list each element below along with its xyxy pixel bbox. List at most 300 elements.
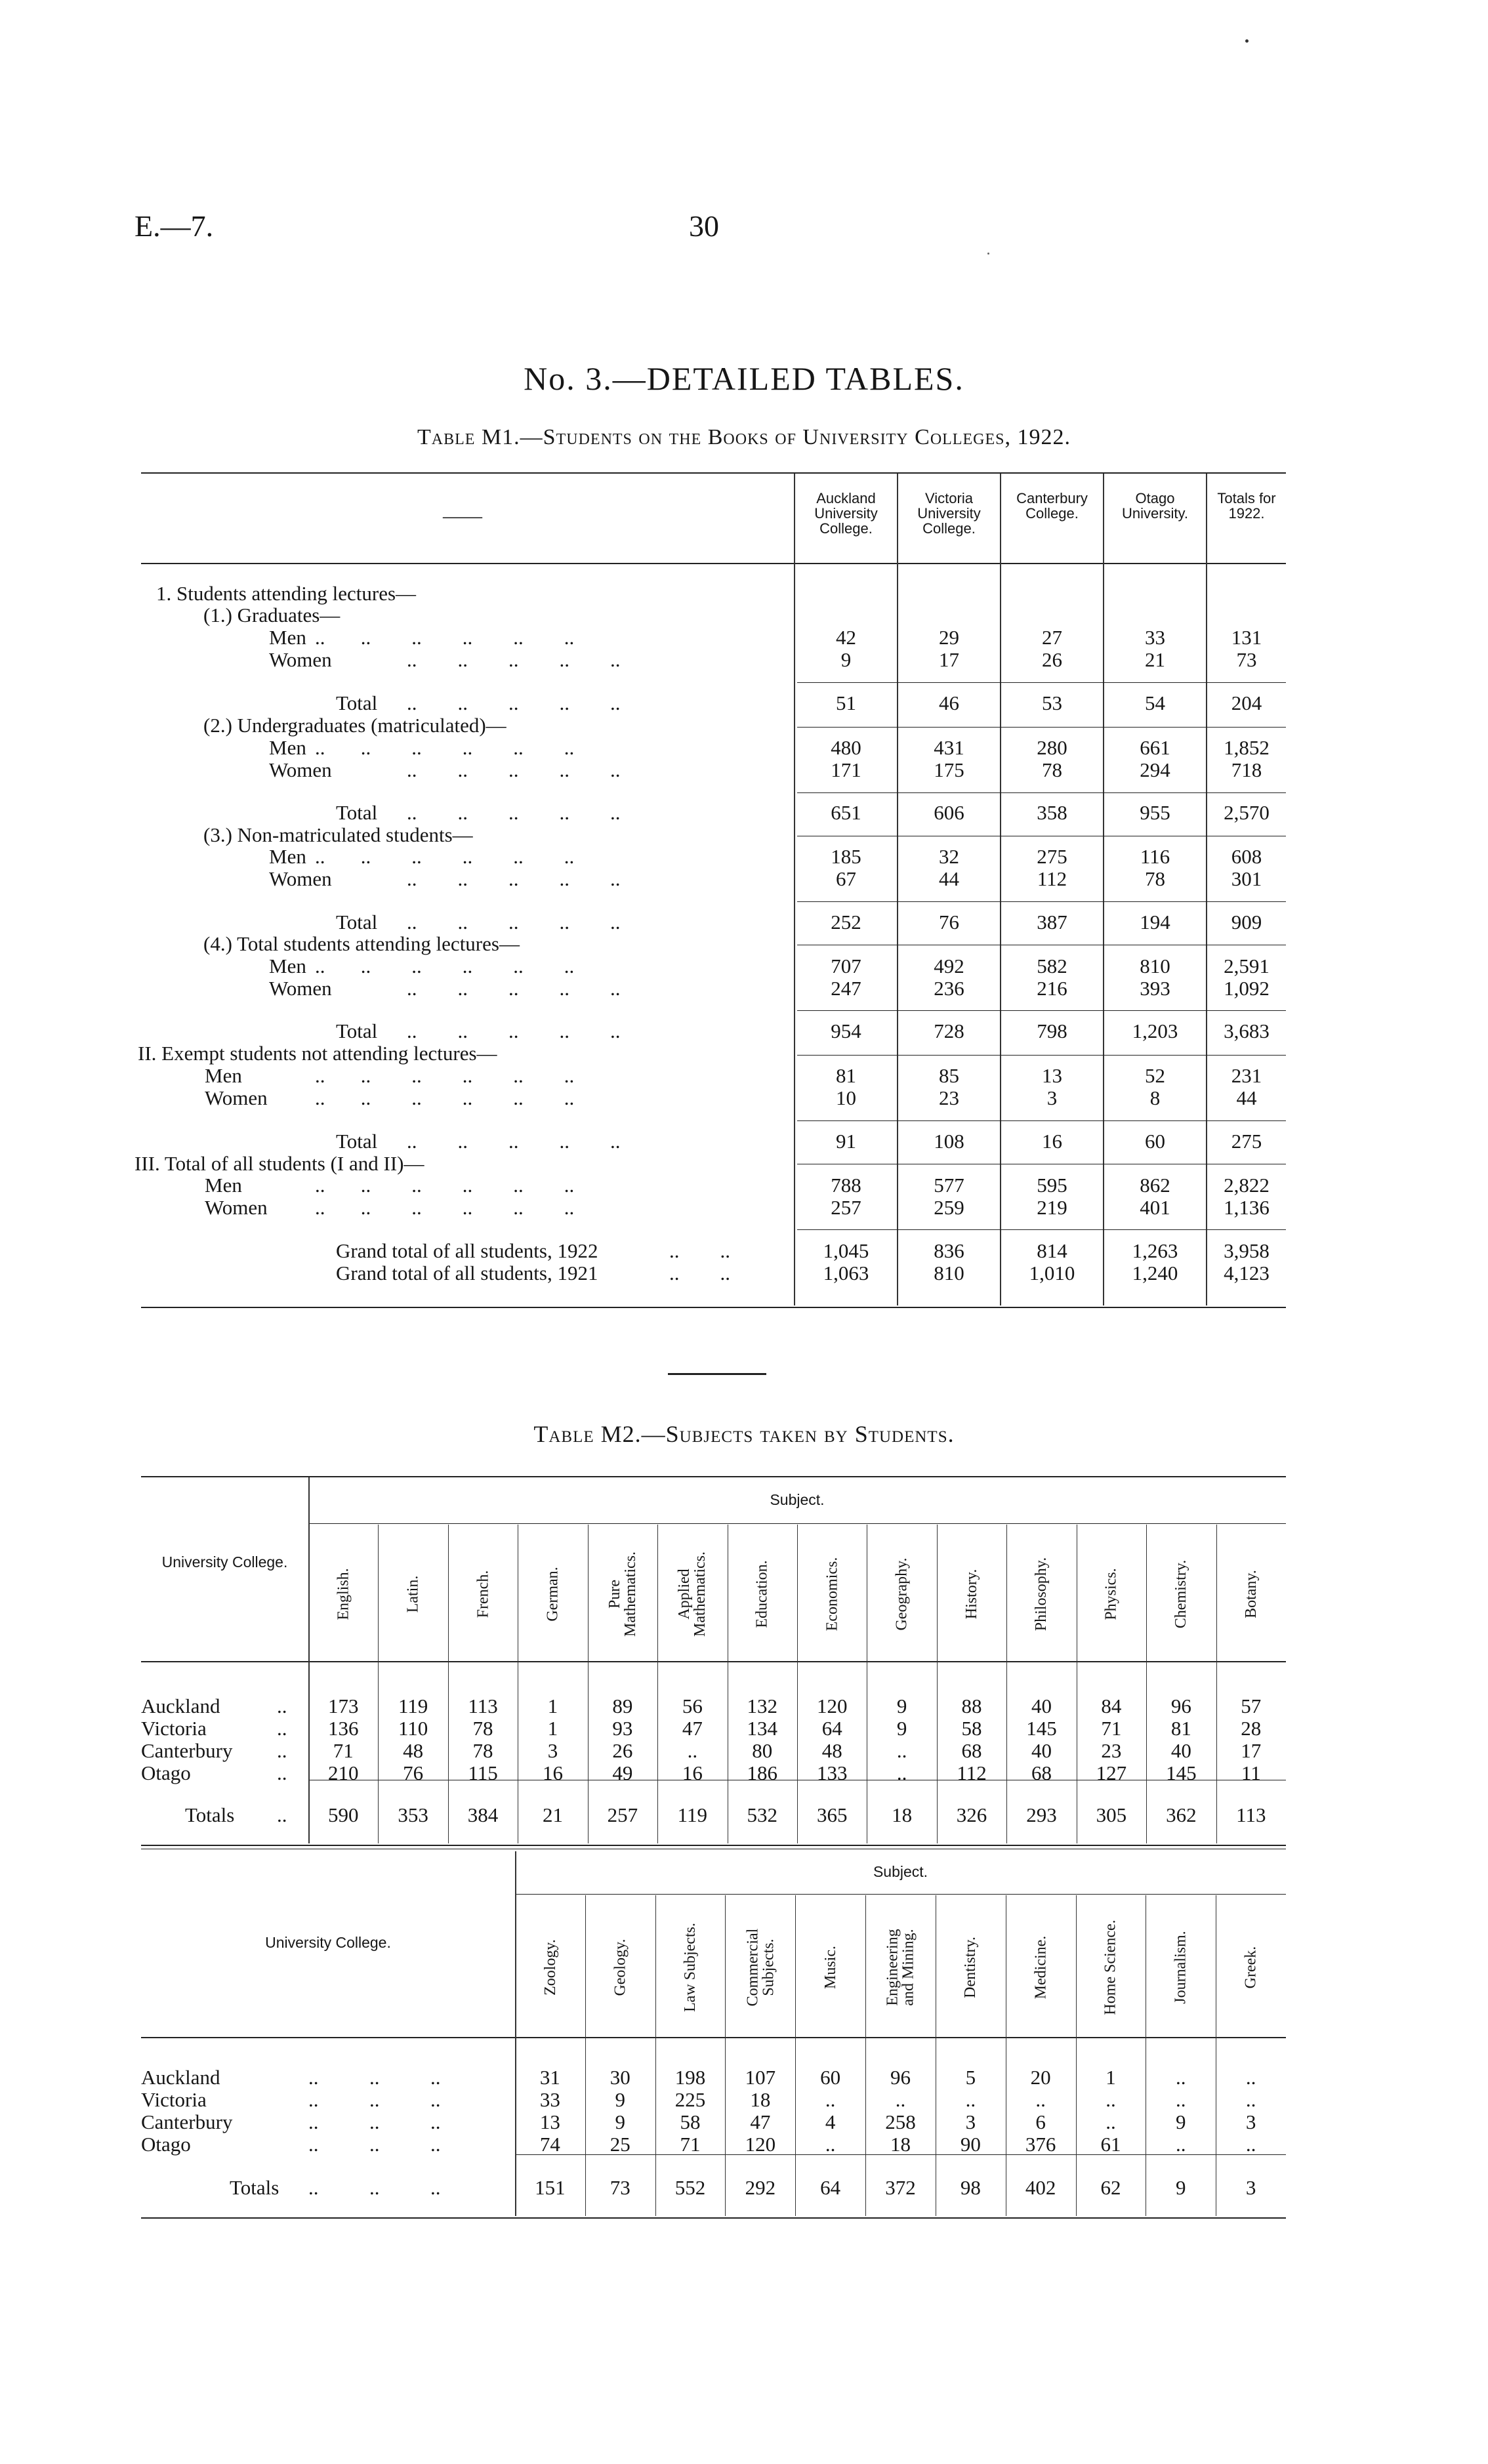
row-label-men: Men bbox=[205, 1174, 242, 1197]
cell-canterbury: 387 bbox=[1037, 911, 1067, 934]
section-label: (4.) Total students attending lectures— bbox=[203, 932, 520, 955]
table-m2-head-rule bbox=[141, 1661, 1286, 1662]
university-college-head: University College. bbox=[265, 1934, 391, 1951]
row-label-total: Total bbox=[336, 691, 378, 714]
table-cell: 96 bbox=[1170, 1694, 1191, 1717]
table-cell: 186 bbox=[747, 1761, 778, 1784]
cell-canterbury: 280 bbox=[1037, 736, 1067, 759]
table-cell: 47 bbox=[682, 1717, 703, 1740]
table-cell: .. bbox=[1245, 2133, 1256, 2156]
cell-victoria: 492 bbox=[934, 955, 964, 977]
table-cell: 133 bbox=[816, 1761, 848, 1784]
table-cell: 1 bbox=[547, 1717, 558, 1740]
table-cell: 31 bbox=[539, 2066, 560, 2089]
row-label-women: Women bbox=[269, 977, 332, 1000]
leader-dots: .. .. .. .. .. bbox=[407, 758, 621, 781]
subject-label: French. bbox=[474, 1570, 492, 1618]
table-cell: 49 bbox=[612, 1761, 633, 1784]
table-m2-title: Table M2.—Subjects taken by Students. bbox=[533, 1421, 955, 1447]
total-rule bbox=[797, 1055, 1286, 1056]
col-head-auckland: Auckland University College. bbox=[814, 490, 878, 537]
cell-auckland: 257 bbox=[831, 1196, 861, 1219]
table-cell: 17 bbox=[1241, 1739, 1262, 1762]
total-cell: 119 bbox=[677, 1803, 708, 1826]
table-cell: 48 bbox=[821, 1739, 842, 1762]
row-label-totals: Totals bbox=[185, 1803, 235, 1826]
table-cell: 110 bbox=[398, 1717, 428, 1740]
total-cell: 532 bbox=[747, 1803, 778, 1826]
cell-auckland: 788 bbox=[831, 1174, 861, 1197]
cell-victoria: 32 bbox=[939, 845, 959, 868]
table-cell: 84 bbox=[1101, 1694, 1122, 1717]
table-cell: 9 bbox=[615, 2088, 625, 2111]
table-cell: 198 bbox=[674, 2066, 706, 2089]
table-cell: 56 bbox=[682, 1694, 703, 1717]
leader-dots: .. .. .. .. .. bbox=[407, 977, 621, 1000]
cell-otago: 661 bbox=[1140, 736, 1170, 759]
subject-head: Subject. bbox=[873, 1863, 928, 1880]
subject-label: Latin. bbox=[404, 1575, 422, 1613]
leader-dots: .. .. bbox=[669, 1239, 730, 1262]
subject-label: Home Science. bbox=[1102, 1920, 1119, 2015]
table-cell: 9 bbox=[896, 1717, 907, 1740]
total-cell: 552 bbox=[674, 2176, 706, 2199]
section-label: II. Exempt students not attending lectures— bbox=[138, 1042, 497, 1065]
total-cell: 384 bbox=[467, 1803, 499, 1826]
table-cell: 119 bbox=[398, 1694, 428, 1717]
table-cell: 71 bbox=[1101, 1717, 1122, 1740]
row-label-college: Victoria bbox=[141, 2088, 207, 2111]
row-label-total: Total bbox=[336, 1130, 378, 1153]
section-label: 1. Students attending lectures— bbox=[156, 582, 417, 605]
subject-label: German. bbox=[544, 1567, 562, 1622]
cell-otago: 862 bbox=[1140, 1174, 1170, 1197]
leader-dots: .. .. .. .. .. bbox=[407, 867, 621, 890]
cell-auckland: 171 bbox=[831, 758, 861, 781]
table-cell: 113 bbox=[468, 1694, 498, 1717]
subject-head-cell bbox=[936, 1899, 1006, 2036]
cell-auckland: 9 bbox=[840, 648, 852, 671]
subject-label: English. bbox=[335, 1568, 352, 1620]
table-cell: 4 bbox=[825, 2110, 836, 2133]
row-label-women: Women bbox=[269, 758, 332, 781]
table-cell: 90 bbox=[960, 2133, 981, 2156]
cell-auckland: 247 bbox=[831, 977, 861, 1000]
total-cell: 3 bbox=[1245, 2176, 1256, 2199]
section-label: (1.) Graduates— bbox=[203, 604, 341, 626]
table-cell: 64 bbox=[821, 1717, 842, 1740]
table-cell: 5 bbox=[965, 2066, 976, 2089]
leader-dots: .. .. .. bbox=[308, 2066, 441, 2089]
col-head-totals: Totals for 1922. bbox=[1217, 490, 1276, 522]
table-cell: 134 bbox=[747, 1717, 778, 1740]
leader-dots: .. .. .. .. .. .. bbox=[315, 1086, 575, 1109]
table-m2-top-rule bbox=[141, 1476, 1286, 1477]
total-cell: 402 bbox=[1025, 2176, 1056, 2199]
subject-label: Greek. bbox=[1242, 1946, 1260, 1989]
cell-canterbury: 3 bbox=[1046, 1086, 1058, 1109]
subject-head-cell bbox=[1146, 1529, 1216, 1660]
subject-head-cell bbox=[1216, 1529, 1286, 1660]
cell-victoria: 46 bbox=[939, 691, 959, 714]
subject-head-cell bbox=[655, 1899, 726, 2036]
table-m2-head-rule bbox=[141, 2037, 1286, 2038]
total-cell: 9 bbox=[1176, 2176, 1186, 2199]
leader-dots: .. .. .. .. .. .. bbox=[315, 1196, 575, 1219]
total-cell: 73 bbox=[610, 2176, 630, 2199]
col-head-canterbury: Canterbury College. bbox=[1016, 490, 1088, 522]
total-rule bbox=[797, 1229, 1286, 1230]
table-cell: 78 bbox=[472, 1717, 493, 1740]
table-cell: 120 bbox=[745, 2133, 776, 2156]
page-reference: E.—7. bbox=[134, 209, 214, 243]
row-label-women: Women bbox=[269, 867, 332, 890]
leader-dots: .. .. .. .. .. bbox=[407, 648, 621, 671]
subject-head-cell bbox=[725, 1899, 795, 2036]
table-cell: .. bbox=[1106, 2088, 1116, 2111]
table-cell: 93 bbox=[612, 1717, 633, 1740]
cell-totals: 44 bbox=[1236, 1086, 1257, 1109]
total-rule bbox=[797, 682, 1286, 683]
table-cell: .. bbox=[687, 1739, 698, 1762]
table-cell: 23 bbox=[1101, 1739, 1122, 1762]
table-cell: 3 bbox=[1245, 2110, 1256, 2133]
cell-auckland: 1,045 bbox=[823, 1239, 869, 1262]
cell-totals: 2,570 bbox=[1224, 801, 1270, 824]
total-cell: 293 bbox=[1026, 1803, 1057, 1826]
leader-dots: .. .. .. bbox=[308, 2088, 441, 2111]
row-label-men: Men bbox=[269, 626, 306, 649]
row-label-college: Otago bbox=[141, 2133, 191, 2156]
subject-label: Chemistry. bbox=[1172, 1559, 1190, 1629]
row-label-college: Auckland bbox=[141, 2066, 220, 2089]
table-cell: 76 bbox=[403, 1761, 424, 1784]
cell-auckland: 81 bbox=[836, 1064, 856, 1087]
cell-canterbury: 216 bbox=[1037, 977, 1067, 1000]
subject-label: Engineering and Mining. bbox=[884, 1929, 917, 2006]
leader-dots: .. .. .. .. .. bbox=[407, 1130, 621, 1153]
table-cell: 71 bbox=[680, 2133, 701, 2156]
cell-otago: 810 bbox=[1140, 955, 1170, 977]
subject-label: Dentistry. bbox=[962, 1937, 980, 1998]
cell-totals: 131 bbox=[1231, 626, 1262, 649]
cell-canterbury: 358 bbox=[1037, 801, 1067, 824]
total-cell: 362 bbox=[1166, 1803, 1197, 1826]
subject-head-cell bbox=[865, 1899, 936, 2036]
cell-totals: 2,591 bbox=[1224, 955, 1270, 977]
page-title: No. 3.—DETAILED TABLES. bbox=[524, 360, 964, 397]
col-head-victoria: Victoria University College. bbox=[917, 490, 981, 537]
leader-dots: .. .. .. .. .. .. bbox=[315, 845, 575, 868]
total-cell: 372 bbox=[885, 2176, 916, 2199]
subject-head-cell bbox=[378, 1529, 447, 1660]
subject-head: Subject. bbox=[770, 1491, 825, 1508]
total-cell: 62 bbox=[1100, 2176, 1121, 2199]
table-m1-head-rule bbox=[141, 563, 1286, 564]
cell-auckland: 10 bbox=[836, 1086, 856, 1109]
table-cell: 30 bbox=[610, 2066, 630, 2089]
scan-speck bbox=[987, 253, 989, 255]
total-rule bbox=[797, 901, 1286, 902]
subject-head-cell bbox=[585, 1899, 655, 2036]
cell-totals: 3,683 bbox=[1224, 1019, 1270, 1042]
cell-totals: 718 bbox=[1231, 758, 1262, 781]
cell-victoria: 810 bbox=[934, 1262, 964, 1284]
total-cell: 305 bbox=[1096, 1803, 1127, 1826]
subject-label: Medicine. bbox=[1032, 1935, 1050, 2000]
total-rule bbox=[797, 1010, 1286, 1011]
leader-dots: .. .. .. .. .. .. bbox=[315, 1064, 575, 1087]
section-label: (2.) Undergraduates (matriculated)— bbox=[203, 714, 506, 737]
cell-canterbury: 219 bbox=[1037, 1196, 1067, 1219]
leader-dots: .. .. .. .. .. .. bbox=[315, 1174, 575, 1197]
total-rule bbox=[797, 1120, 1286, 1121]
university-college-head: University College. bbox=[161, 1553, 288, 1571]
table-cell: 96 bbox=[890, 2066, 911, 2089]
table-cell: 18 bbox=[750, 2088, 771, 2111]
subject-head-cell bbox=[518, 1529, 587, 1660]
cell-otago: 1,240 bbox=[1132, 1262, 1178, 1284]
table-cell: 40 bbox=[1031, 1739, 1052, 1762]
subject-label: Pure Mathematics. bbox=[606, 1551, 639, 1637]
leader-dots: .. .. .. bbox=[308, 2110, 441, 2133]
cell-auckland: 51 bbox=[836, 691, 856, 714]
subject-label: Music. bbox=[821, 1946, 839, 1989]
cell-canterbury: 27 bbox=[1042, 626, 1062, 649]
total-cell: 113 bbox=[1236, 1803, 1266, 1826]
row-label-college: Otago bbox=[141, 1761, 191, 1784]
table-cell: 33 bbox=[539, 2088, 560, 2111]
cell-totals: 608 bbox=[1231, 845, 1262, 868]
cell-victoria: 259 bbox=[934, 1196, 964, 1219]
cell-victoria: 76 bbox=[939, 911, 959, 934]
section-separator bbox=[668, 1373, 766, 1375]
cell-victoria: 431 bbox=[934, 736, 964, 759]
table-cell: .. bbox=[895, 2088, 906, 2111]
subject-label: History. bbox=[963, 1569, 981, 1620]
cell-otago: 116 bbox=[1140, 845, 1170, 868]
total-rule bbox=[797, 792, 1286, 793]
subject-label: Journalism. bbox=[1172, 1931, 1189, 2004]
cell-victoria: 728 bbox=[934, 1019, 964, 1042]
table-cell: 58 bbox=[961, 1717, 982, 1740]
table-cell: 68 bbox=[1031, 1761, 1052, 1784]
table-cell: 26 bbox=[612, 1739, 633, 1762]
cell-otago: 33 bbox=[1145, 626, 1165, 649]
table-cell: 145 bbox=[1026, 1717, 1057, 1740]
row-label-college: Auckland bbox=[141, 1694, 220, 1717]
cell-canterbury: 16 bbox=[1042, 1130, 1062, 1153]
col-head-otago: Otago University. bbox=[1121, 490, 1189, 522]
table-cell: 13 bbox=[539, 2110, 560, 2133]
cell-canterbury: 78 bbox=[1042, 758, 1062, 781]
subject-head-cell bbox=[797, 1529, 867, 1660]
total-cell: 64 bbox=[820, 2176, 841, 2199]
leader-dots: .. .. .. .. .. bbox=[407, 691, 621, 714]
cell-totals: 1,852 bbox=[1224, 736, 1270, 759]
row-label-totals: Totals bbox=[230, 2176, 279, 2199]
table-cell: 74 bbox=[539, 2133, 560, 2156]
cell-otago: 52 bbox=[1145, 1064, 1165, 1087]
table-cell: 25 bbox=[610, 2133, 630, 2156]
table-cell: 78 bbox=[472, 1739, 493, 1762]
table-cell: 132 bbox=[747, 1694, 778, 1717]
table-cell: 61 bbox=[1100, 2133, 1121, 2156]
cell-auckland: 954 bbox=[831, 1019, 861, 1042]
table-cell: 80 bbox=[752, 1739, 773, 1762]
section-label: (3.) Non-matriculated students— bbox=[203, 823, 473, 846]
cell-otago: 194 bbox=[1140, 911, 1170, 934]
cell-canterbury: 798 bbox=[1037, 1019, 1067, 1042]
leader-dots: .. bbox=[277, 1739, 287, 1762]
total-rule bbox=[797, 727, 1286, 728]
total-cell: 365 bbox=[816, 1803, 848, 1826]
subject-head-cell bbox=[1076, 1899, 1146, 2036]
cell-victoria: 577 bbox=[934, 1174, 964, 1197]
row-label-grand-1922: Grand total of all students, 1922 bbox=[336, 1239, 598, 1262]
table-m1-stub-head: —— bbox=[443, 505, 482, 527]
table-cell: 11 bbox=[1241, 1761, 1261, 1784]
cell-canterbury: 112 bbox=[1037, 867, 1067, 890]
row-label-men: Men bbox=[205, 1064, 242, 1087]
row-label-college: Victoria bbox=[141, 1717, 207, 1740]
row-label-college: Canterbury bbox=[141, 1739, 233, 1762]
table-m1-bottom-rule bbox=[141, 1307, 1286, 1308]
cell-otago: 54 bbox=[1145, 691, 1165, 714]
total-cell: 98 bbox=[960, 2176, 981, 2199]
subject-head-cell bbox=[448, 1529, 518, 1660]
cell-otago: 955 bbox=[1140, 801, 1170, 824]
cell-auckland: 651 bbox=[831, 801, 861, 824]
cell-otago: 393 bbox=[1140, 977, 1170, 1000]
subject-label: Commercial Subjects. bbox=[743, 1928, 777, 2007]
cell-otago: 401 bbox=[1140, 1196, 1170, 1219]
leader-dots: .. bbox=[277, 1761, 287, 1784]
table-cell: 40 bbox=[1170, 1739, 1191, 1762]
table-cell: .. bbox=[1106, 2110, 1116, 2133]
table-cell: 1 bbox=[1106, 2066, 1116, 2089]
table-cell: 258 bbox=[885, 2110, 916, 2133]
subject-head-cell bbox=[937, 1529, 1006, 1660]
cell-totals: 2,822 bbox=[1224, 1174, 1270, 1197]
subject-label: Zoology. bbox=[541, 1939, 559, 1996]
total-cell: 326 bbox=[956, 1803, 987, 1826]
total-cell: 18 bbox=[892, 1803, 913, 1826]
row-label-men: Men bbox=[269, 955, 306, 977]
table-cell: .. bbox=[825, 2133, 836, 2156]
cell-totals: 231 bbox=[1231, 1064, 1262, 1087]
table-cell: .. bbox=[896, 1761, 907, 1784]
table-cell: 81 bbox=[1170, 1717, 1191, 1740]
cell-otago: 294 bbox=[1140, 758, 1170, 781]
subject-head-rule bbox=[308, 1523, 1286, 1524]
cell-canterbury: 13 bbox=[1042, 1064, 1062, 1087]
table-cell: 89 bbox=[612, 1694, 633, 1717]
cell-auckland: 1,063 bbox=[823, 1262, 869, 1284]
table-cell: .. bbox=[1245, 2088, 1256, 2111]
cell-auckland: 91 bbox=[836, 1130, 856, 1153]
cell-totals: 73 bbox=[1236, 648, 1257, 671]
cell-victoria: 236 bbox=[934, 977, 964, 1000]
cell-auckland: 185 bbox=[831, 845, 861, 868]
cell-victoria: 17 bbox=[939, 648, 959, 671]
leader-dots: .. .. .. bbox=[308, 2176, 441, 2199]
table-cell: 127 bbox=[1096, 1761, 1127, 1784]
subject-label: Geology. bbox=[611, 1939, 629, 1996]
subject-label: Education. bbox=[753, 1560, 771, 1628]
table-cell: 3 bbox=[965, 2110, 976, 2133]
cell-totals: 3,958 bbox=[1224, 1239, 1270, 1262]
row-label-men: Men bbox=[269, 845, 306, 868]
row-label-grand-1921: Grand total of all students, 1921 bbox=[336, 1262, 598, 1284]
subject-head-cell bbox=[1006, 1529, 1076, 1660]
subject-head-rule bbox=[515, 1894, 1286, 1895]
cell-otago: 21 bbox=[1145, 648, 1165, 671]
cell-auckland: 707 bbox=[831, 955, 861, 977]
leader-dots: .. .. .. .. .. bbox=[407, 1019, 621, 1042]
subject-head-cell bbox=[728, 1529, 797, 1660]
section-label: III. Total of all students (I and II)— bbox=[134, 1152, 424, 1175]
subject-head-cell bbox=[1146, 1899, 1216, 2036]
row-label-total: Total bbox=[336, 801, 378, 824]
table-cell: 173 bbox=[327, 1694, 359, 1717]
cell-canterbury: 595 bbox=[1037, 1174, 1067, 1197]
cell-victoria: 44 bbox=[939, 867, 959, 890]
subject-head-cell bbox=[515, 1899, 585, 2036]
row-label-men: Men bbox=[269, 736, 306, 759]
cell-victoria: 29 bbox=[939, 626, 959, 649]
cell-auckland: 42 bbox=[836, 626, 856, 649]
table-cell: 40 bbox=[1031, 1694, 1052, 1717]
table-cell: 16 bbox=[542, 1761, 563, 1784]
table-cell: 112 bbox=[957, 1761, 987, 1784]
table-cell: 210 bbox=[327, 1761, 359, 1784]
total-cell: 590 bbox=[327, 1803, 359, 1826]
table-m1-title: Table M1.—Students on the Books of University Colleges, 1922. bbox=[417, 425, 1071, 449]
row-label-women: Women bbox=[205, 1086, 268, 1109]
table-cell: .. bbox=[1176, 2066, 1186, 2089]
subject-label: Botany. bbox=[1242, 1570, 1260, 1618]
leader-dots: .. .. .. .. .. bbox=[407, 801, 621, 824]
cell-otago: 78 bbox=[1145, 867, 1165, 890]
subject-head-cell bbox=[588, 1529, 657, 1660]
table-cell: 225 bbox=[674, 2088, 706, 2111]
table-cell: 18 bbox=[890, 2133, 911, 2156]
subject-head-cell bbox=[1077, 1529, 1146, 1660]
subject-head-cell bbox=[1006, 1899, 1076, 2036]
table-cell: .. bbox=[965, 2088, 976, 2111]
cell-otago: 1,263 bbox=[1132, 1239, 1178, 1262]
table-cell: 20 bbox=[1030, 2066, 1051, 2089]
table-cell: 136 bbox=[327, 1717, 359, 1740]
table-cell: 16 bbox=[682, 1761, 703, 1784]
table-m2-mid-rule bbox=[141, 1845, 1286, 1846]
table-cell: 28 bbox=[1241, 1717, 1262, 1740]
row-label-total: Total bbox=[336, 1019, 378, 1042]
row-label-women: Women bbox=[205, 1196, 268, 1219]
subject-head-cell bbox=[867, 1529, 936, 1660]
row-label-college: Canterbury bbox=[141, 2110, 233, 2133]
cell-auckland: 252 bbox=[831, 911, 861, 934]
leader-dots: .. .. .. .. .. .. bbox=[315, 736, 575, 759]
table-cell: .. bbox=[896, 1739, 907, 1762]
row-label-total: Total bbox=[336, 911, 378, 934]
table-cell: 71 bbox=[333, 1739, 354, 1762]
cell-canterbury: 1,010 bbox=[1029, 1262, 1075, 1284]
cell-auckland: 480 bbox=[831, 736, 861, 759]
cell-victoria: 175 bbox=[934, 758, 964, 781]
subject-label: Geography. bbox=[893, 1557, 911, 1631]
